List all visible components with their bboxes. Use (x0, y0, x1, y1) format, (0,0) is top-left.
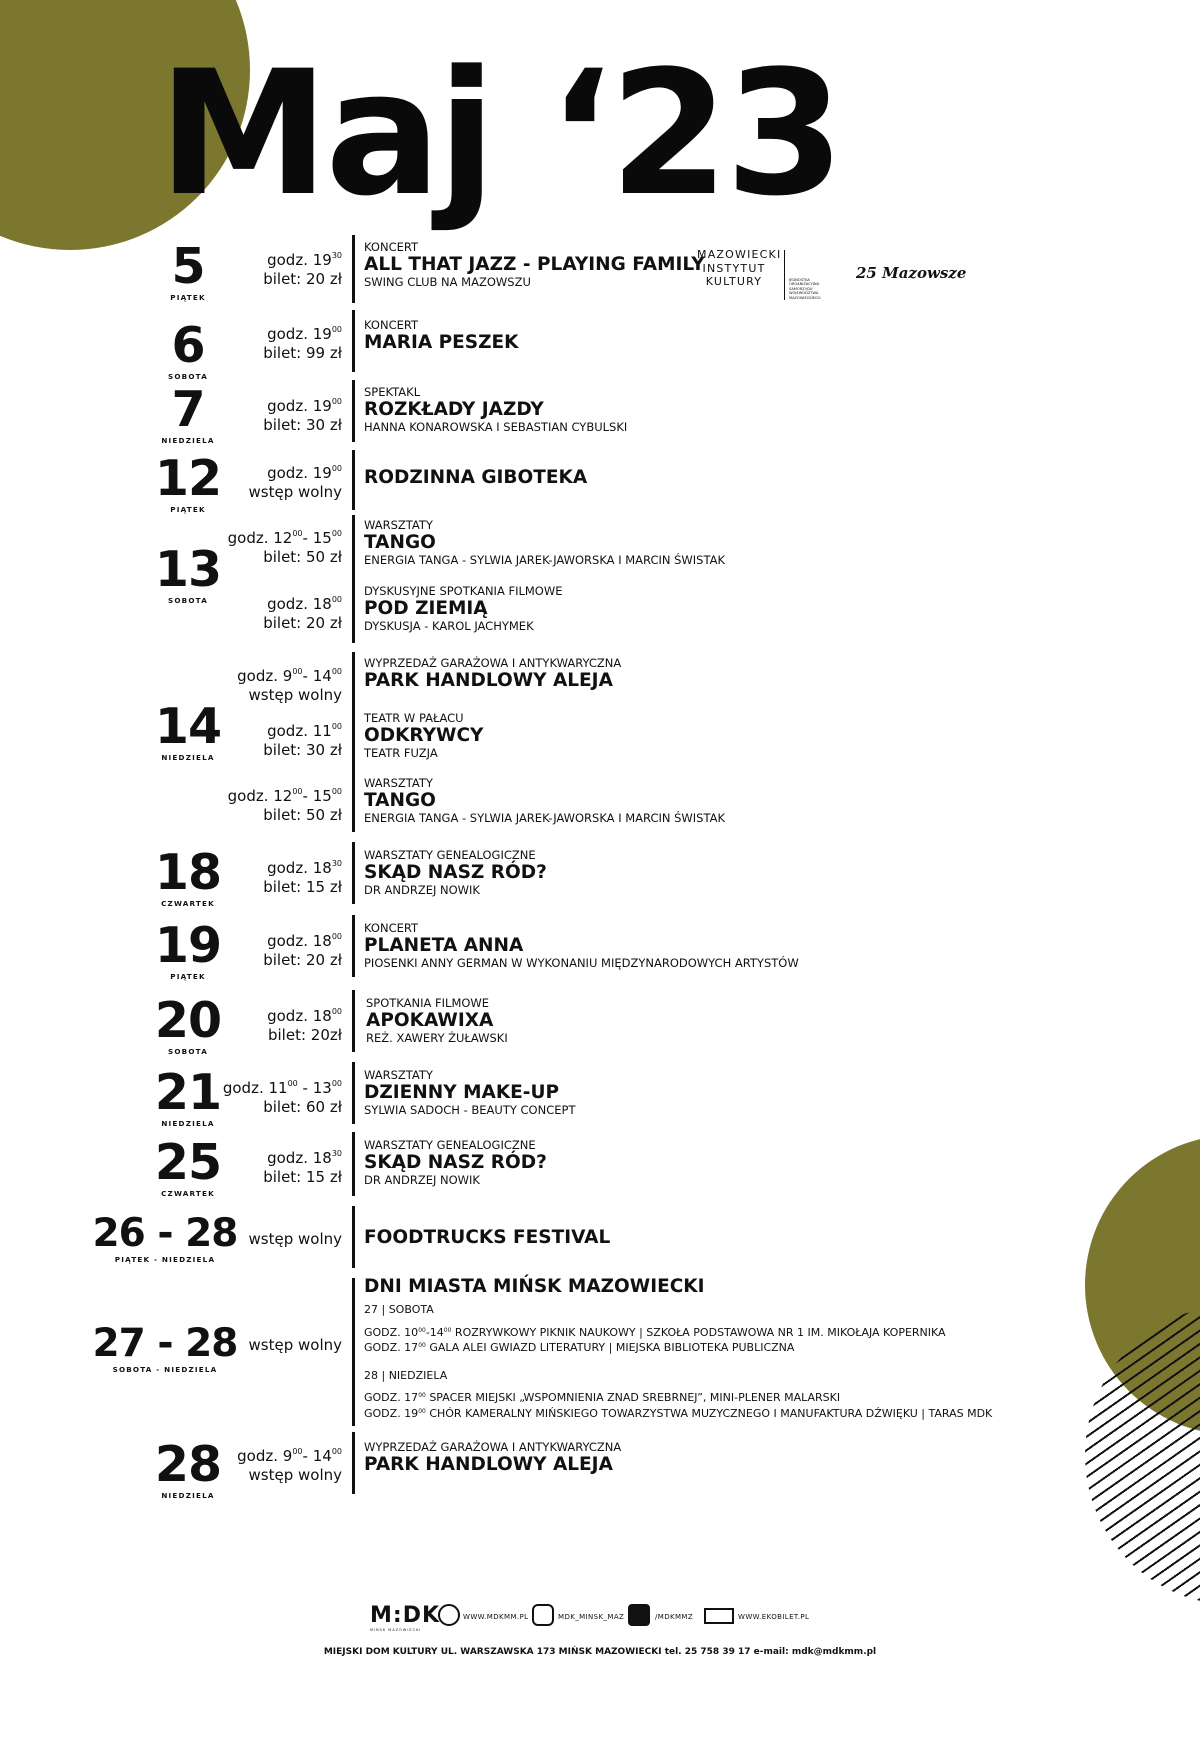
globe-icon (438, 1604, 460, 1626)
event-time: godz. $19^{00}$ bilet: 99 zł (263, 325, 342, 362)
event-date: 28 NIEDZIELA (154, 1436, 222, 1500)
program-line: GODZ. $10^{00}-14^{00}$ ROZRYWKOWY PIKNIK NAUKOWY | SZKOŁA PODSTAWOWA NR 1 IM. MIKOŁAJA KOPERNIKA (364, 1325, 946, 1339)
event-info: WYPRZEDAŻ GARAŻOWA I ANTYKWARYCZNA PARK HANDLOWY ALEJA (364, 1440, 622, 1475)
mazowsze-logo: 25 Mazowsze (856, 264, 967, 282)
divider-line (352, 235, 355, 303)
mik-logo: MAZOWIECKI INSTYTUT KULTURY (697, 248, 782, 288)
divider-line (352, 652, 355, 832)
facebook-link[interactable]: /MDKMMZ (655, 1613, 694, 1621)
event-time: godz. $11^{00} - 13^{00}$ bilet: 60 zł (222, 1079, 342, 1116)
event-info: RODZINNA GIBOTEKA (364, 467, 588, 488)
divider-line (352, 1278, 355, 1426)
event-date: 5 PIĄTEK (170, 238, 206, 302)
event-time: godz. $12^{00}-$ $15^{00}$ bilet: 50 zł (227, 787, 342, 824)
event-date: 6 SOBOTA (168, 317, 208, 381)
divider-line (352, 1432, 355, 1494)
event-info: TEATR W PAŁACU ODKRYWCY TEATR FUZJA (364, 711, 484, 760)
event-info: WARSZTATY TANGO ENERGIA TANGA - SYLWIA JAREK-JAWORSKA I MARCIN ŚWISTAK (364, 776, 726, 825)
divider-line (352, 842, 355, 904)
event-info: DNI MIASTA MIŃSK MAZOWIECKI 27 | SOBOTA GODZ. $10^{00}-14^{00}$ ROZRYWKOWY PIKNIK NAUKOWY | SZKOŁA PODSTAWOWA NR 1 IM. MIKOŁAJA KOPERNIKA GODZ. $17^{00}$ GALA ALEI GWIAZD LITERATURY | MIEJSKA BIBLIOTEKA PUBLICZNA 28 | NIEDZIELA GODZ. $17^{00}$ SPACER MIEJSKI „WSPOMNIENIA ZNAD SREBRNEJ”, MINI-PLENER MALARSKI GODZ. $19^{00}$ CHÓR KAMERALNY MIŃSKIEGO TOWARZYSTWA MUZYCZNEGO I MANUFAKTURA DŹWIĘKU | TARAS MDK (364, 1276, 993, 1420)
event-info: KONCERT PLANETA ANNA PIOSENKI ANNY GERMAN W WYKONANIU MIĘDZYNARODOWYCH ARTYSTÓW (364, 921, 799, 970)
event-date: 14 NIEDZIELA (154, 698, 222, 762)
divider-line (352, 1062, 355, 1124)
event-info: KONCERT ALL THAT JAZZ - PLAYING FAMILY SWING CLUB NA MAZOWSZU (364, 240, 705, 289)
divider-line (352, 915, 355, 977)
divider-line (352, 310, 355, 372)
ticket-icon (704, 1608, 734, 1624)
divider-line (352, 990, 355, 1052)
mdk-logo-tagline: MIŃSK MAZOWIECKI (370, 1628, 422, 1632)
event-time: godz. $11^{00}$ bilet: 30 zł (263, 722, 342, 759)
event-info: SPOTKANIA FILMOWE APOKAWIXA REŻ. XAWERY ŻUŁAWSKI (366, 996, 508, 1045)
program-line: GODZ. $19^{00}$ CHÓR KAMERALNY MIŃSKIEGO TOWARZYSTWA MUZYCZNEGO I MANUFAKTURA DŹWIĘKU | TARAS MDK (364, 1406, 993, 1420)
instagram-link[interactable]: MDK_MINSK_MAZ (558, 1613, 625, 1621)
event-time: wstęp wolny (248, 1336, 342, 1354)
event-date: 20 SOBOTA (154, 992, 222, 1056)
sunday-heading: 28 | NIEDZIELA (364, 1368, 448, 1382)
page-title: Maj ‘23 (158, 33, 841, 234)
event-date: 18 CZWARTEK (154, 844, 222, 908)
program-line: GODZ. $17^{00}$ GALA ALEI GWIAZD LITERATURY | MIEJSKA BIBLIOTEKA PUBLICZNA (364, 1341, 795, 1354)
event-info: FOODTRUCKS FESTIVAL (364, 1227, 611, 1248)
event-info: WARSZTATY DZIENNY MAKE-UP SYLWIA SADOCH - BEAUTY CONCEPT (364, 1068, 576, 1117)
event-date: 25 CZWARTEK (154, 1134, 222, 1198)
event-info: SPEKTAKL ROZKŁADY JAZDY HANNA KONAROWSKA I SEBASTIAN CYBULSKI (364, 385, 628, 434)
website-link[interactable]: WWW.MDKMM.PL (463, 1613, 529, 1621)
event-time: godz. $19^{00}$ wstęp wolny (248, 464, 342, 501)
event-time: godz. $19^{00}$ bilet: 30 zł (263, 397, 342, 434)
mdk-logo: M:DK (370, 1603, 440, 1628)
event-info: KONCERT MARIA PESZEK (364, 318, 519, 353)
event-time: godz. $9^{00}-$ $14^{00}$ wstęp wolny (237, 1447, 342, 1484)
saturday-heading: 27 | SOBOTA (364, 1303, 434, 1316)
event-info: WARSZTATY GENEALOGICZNE SKĄD NASZ RÓD? DR ANDRZEJ NOWIK (364, 848, 547, 897)
ekobilet-link[interactable]: WWW.EKOBILET.PL (738, 1613, 810, 1621)
instagram-icon (532, 1604, 554, 1626)
event-info: WARSZTATY GENEALOGICZNE SKĄD NASZ RÓD? DR ANDRZEJ NOWIK (364, 1138, 547, 1187)
divider-line (352, 1132, 355, 1196)
event-date: 13 SOBOTA (154, 541, 222, 605)
event-info: WYPRZEDAŻ GARAŻOWA I ANTYKWARYCZNA PARK HANDLOWY ALEJA (364, 656, 622, 691)
divider-line (352, 380, 355, 442)
event-date: 26 - 28 PIĄTEK - NIEDZIELA (92, 1211, 238, 1264)
event-time: godz. $18^{00}$ bilet: 20 zł (263, 932, 342, 969)
event-info: WARSZTATY TANGO ENERGIA TANGA - SYLWIA JAREK-JAWORSKA I MARCIN ŚWISTAK (364, 518, 726, 567)
event-date: 27 - 28 SOBOTA - NIEDZIELA (92, 1321, 238, 1374)
divider-line (352, 450, 355, 510)
divider-line (352, 515, 355, 643)
event-time: godz. $19^{30}$ bilet: 20 zł (263, 251, 342, 288)
logo-divider (784, 250, 785, 300)
event-date: 12 PIĄTEK (154, 450, 222, 514)
event-date: 19 PIĄTEK (154, 917, 222, 981)
event-time: godz. $12^{00}-$ $15^{00}$ bilet: 50 zł (227, 529, 342, 566)
mik-logo-caption: JEDNOSTKA ORGANIZACYJNA SAMORZĄDU WOJEWÓDZTWA MAZOWIECKIEGO (789, 278, 821, 300)
event-info: DYSKUSYJNE SPOTKANIA FILMOWE POD ZIEMIĄ DYSKUSJA - KAROL JACHYMEK (364, 584, 563, 633)
divider-line (352, 1206, 355, 1268)
facebook-icon (628, 1604, 650, 1626)
event-time: godz. $18^{30}$ bilet: 15 zł (263, 1149, 342, 1186)
event-time: godz. $9^{00}-$ $14^{00}$ wstęp wolny (237, 667, 342, 704)
footer-address: MIEJSKI DOM KULTURY UL. WARSZAWSKA 173 MIŃSK MAZOWIECKI tel. 25 758 39 17 e-mail: mdk@mdkmm.pl (323, 1647, 877, 1657)
event-time: godz. $18^{30}$ bilet: 15 zł (263, 859, 342, 896)
event-date: 21 NIEDZIELA (154, 1064, 222, 1128)
event-date: 7 NIEDZIELA (161, 381, 215, 445)
event-time: wstęp wolny (248, 1230, 342, 1248)
event-time: godz. $18^{00}$ bilet: 20 zł (263, 595, 342, 632)
event-time: godz. $18^{00}$ bilet: 20zł (267, 1007, 342, 1044)
program-line: GODZ. $17^{00}$ SPACER MIEJSKI „WSPOMNIENIA ZNAD SREBRNEJ”, MINI-PLENER MALARSKI (364, 1391, 841, 1404)
